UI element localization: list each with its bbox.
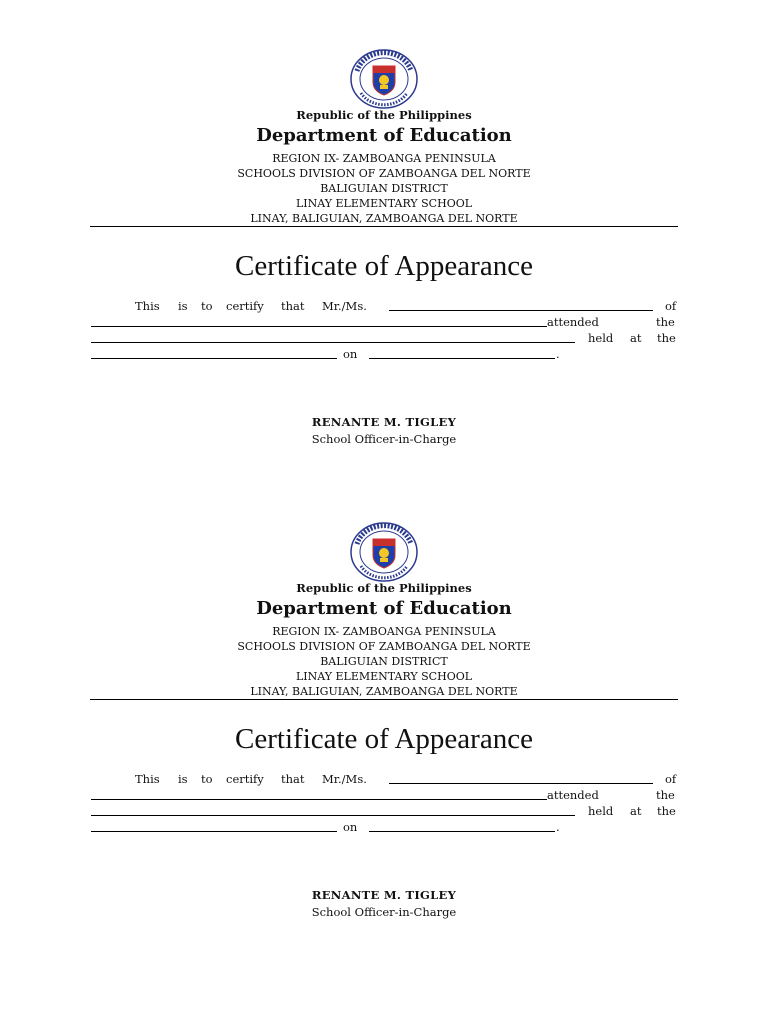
deped-seal-icon — [349, 522, 419, 582]
affiliation-blank[interactable] — [91, 326, 547, 327]
signatory-position: School Officer-in-Charge — [311, 905, 457, 919]
district-line: BALIGUIAN DISTRICT — [320, 655, 448, 668]
body-word: that — [281, 772, 305, 786]
certificate-1 — [0, 0, 768, 472]
signatory-position: School Officer-in-Charge — [311, 432, 457, 446]
address-line: LINAY, BALIGUIAN, ZAMBOANGA DEL NORTE — [250, 212, 518, 225]
venue-blank[interactable] — [91, 831, 337, 832]
body-row-4 — [91, 347, 679, 363]
body-word: attended — [547, 315, 599, 329]
header-divider — [90, 226, 678, 227]
affiliation-blank[interactable] — [91, 799, 547, 800]
venue-blank[interactable] — [91, 358, 337, 359]
republic-heading: Republic of the Philippines — [296, 108, 472, 122]
signatory-name: RENANTE M. TIGLEY — [311, 888, 457, 902]
name-blank[interactable] — [389, 310, 653, 311]
date-blank[interactable] — [369, 358, 555, 359]
body-word: the — [657, 331, 676, 345]
body-word: held — [588, 331, 614, 345]
body-word: of — [665, 299, 677, 313]
body-row-3 — [91, 331, 679, 347]
address-line: LINAY, BALIGUIAN, ZAMBOANGA DEL NORTE — [250, 685, 518, 698]
body-row-3 — [91, 804, 679, 820]
body-word: . — [556, 820, 560, 834]
deped-seal-icon — [349, 49, 419, 109]
body-row-1 — [91, 772, 679, 788]
body-word: This — [135, 772, 160, 786]
body-word: is — [178, 772, 188, 786]
body-word: of — [665, 772, 677, 786]
body-row-2 — [91, 315, 679, 331]
body-word: the — [656, 315, 675, 329]
body-word: Mr./Ms. — [322, 299, 367, 313]
district-line: BALIGUIAN DISTRICT — [320, 182, 448, 195]
body-word: certify — [226, 299, 264, 313]
body-word: held — [588, 804, 614, 818]
body-word: attended — [547, 788, 599, 802]
body-word: the — [656, 788, 675, 802]
school-line: LINAY ELEMENTARY SCHOOL — [295, 670, 473, 683]
body-word: to — [201, 772, 213, 786]
republic-heading: Republic of the Philippines — [296, 581, 472, 595]
department-heading: Department of Education — [256, 125, 512, 146]
signatory-name: RENANTE M. TIGLEY — [311, 415, 457, 429]
school-line: LINAY ELEMENTARY SCHOOL — [295, 197, 473, 210]
body-word: is — [178, 299, 188, 313]
event-blank[interactable] — [91, 815, 575, 816]
certificate-title: Certificate of Appearance — [235, 250, 533, 282]
body-word: This — [135, 299, 160, 313]
department-heading: Department of Education — [256, 598, 512, 619]
date-blank[interactable] — [369, 831, 555, 832]
event-blank[interactable] — [91, 342, 575, 343]
division-line: SCHOOLS DIVISION OF ZAMBOANGA DEL NORTE — [237, 640, 531, 653]
certificate-2 — [0, 473, 768, 945]
body-word: certify — [226, 772, 264, 786]
certificate-title: Certificate of Appearance — [235, 723, 533, 755]
body-word: on — [343, 347, 358, 361]
body-row-1 — [91, 299, 679, 315]
region-line: REGION IX- ZAMBOANGA PENINSULA — [272, 625, 496, 638]
body-row-2 — [91, 788, 679, 804]
body-row-4 — [91, 820, 679, 836]
body-word: at — [630, 331, 642, 345]
header-divider — [90, 699, 678, 700]
body-word: on — [343, 820, 358, 834]
body-word: the — [657, 804, 676, 818]
body-word: to — [201, 299, 213, 313]
division-line: SCHOOLS DIVISION OF ZAMBOANGA DEL NORTE — [237, 167, 531, 180]
body-word: Mr./Ms. — [322, 772, 367, 786]
body-word: . — [556, 347, 560, 361]
body-word: that — [281, 299, 305, 313]
body-word: at — [630, 804, 642, 818]
region-line: REGION IX- ZAMBOANGA PENINSULA — [272, 152, 496, 165]
name-blank[interactable] — [389, 783, 653, 784]
